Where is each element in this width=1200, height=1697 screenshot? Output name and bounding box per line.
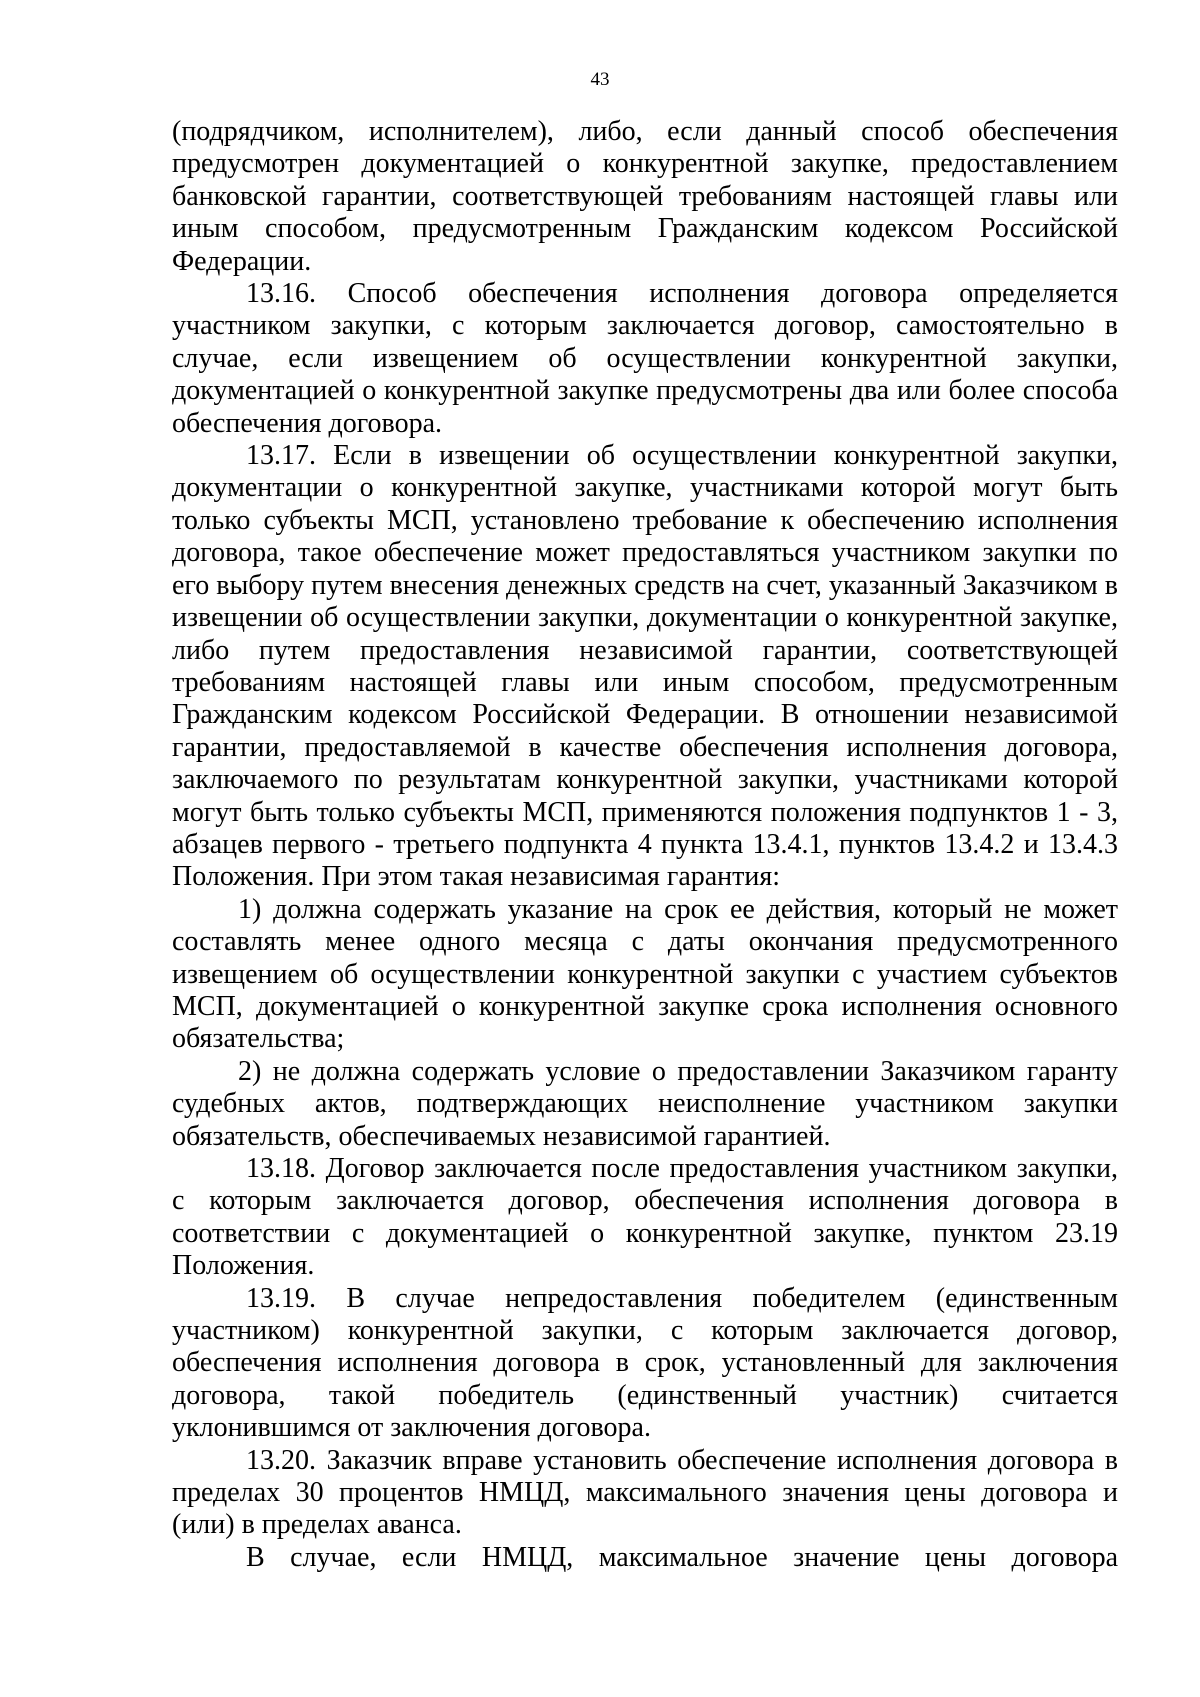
document-body — [172, 116, 1118, 1574]
paragraph-13-20-continued: В случае, если НМЦД, максимальное значение цены договора — [246, 1541, 1118, 1573]
paragraph-13-18: 13.18. Договор заключается после предоставления участником закупки, с которым заключается договор, обеспечения исполнения договора в соответствии с документацией о конкурентной закупке, пунктом 23.19 Положения. — [172, 1153, 1118, 1282]
list-item-2: 2) не должна содержать условие о предоставлении Заказчиком гаранту судебных актов, подтверждающих неисполнение участником закупки обязательств, обеспечиваемых независимой гарантией. — [172, 1055, 1118, 1152]
paragraph-13-16: 13.16. Способ обеспечения исполнения договора определяется участником закупки, с которым заключается договор, самостоятельно в случае, если извещением об осуществлении конкурентной закупки, документацией о конкурентной закупке предусмотрены два или более способа обеспечения договора. — [172, 278, 1118, 439]
paragraph-13-20: 13.20. Заказчик вправе установить обеспечение исполнения договора в пределах 30 процентов НМЦД, максимального значения цены договора и (или) в пределах аванса. — [172, 1444, 1118, 1541]
paragraph-13-19: 13.19. В случае непредоставления победителем (единственным участником) конкурентной закупки, с которым заключается договор, обеспечения исполнения договора в срок, установленный для заключения договора, такой победитель (единственный участник) считается уклонившимся от заключения договора. — [172, 1282, 1118, 1444]
list-item-1: 1) должна содержать указание на срок ее действия, который не может составлять менее одного месяца с даты окончания предусмотренного извещением об осуществлении конкурентной закупки с участием субъектов МСП, документацией о конкурентной закупке срока исполнения основного обязательства; — [172, 893, 1118, 1055]
page-number: 43 — [590, 69, 610, 90]
paragraph-13-17: 13.17. Если в извещении об осуществлении конкурентной закупки, документации о конкурентной закупке, участниками которой могут быть только субъекты МСП, установлено требование к обеспечению исполнения договора, такое обеспечение может предоставляться участником закупки по его выбору путем внесения денежных средств на счет, указанный Заказчиком в извещении об осуществлении закупки, документации о конкурентной закупке, либо путем предоставления независимой гарантии, соответствующей требованиям настоящей главы или иным способом, предусмотренным Гражданским кодексом Российской Федерации. В отношении независимой гарантии, предоставляемой в качестве обеспечения исполнения договора, заключаемого по результатам конкурентной закупки, участниками которой могут быть только субъекты МСП, применяются положения подпунктов 1 - 3, абзацев первого - третьего подпункта 4 пункта 13.4.1, пунктов 13.4.2 и 13.4.3 Положения. При этом такая независимая гарантия: — [172, 440, 1118, 893]
paragraph-continuation: (подрядчиком, исполнителем), либо, если данный способ обеспечения предусмотрен документацией о конкурентной закупке, предоставлением банковской гарантии, соответствующей требованиям настоящей главы или иным способом, предусмотренным Гражданским кодексом Российской Федерации. — [172, 116, 1118, 277]
